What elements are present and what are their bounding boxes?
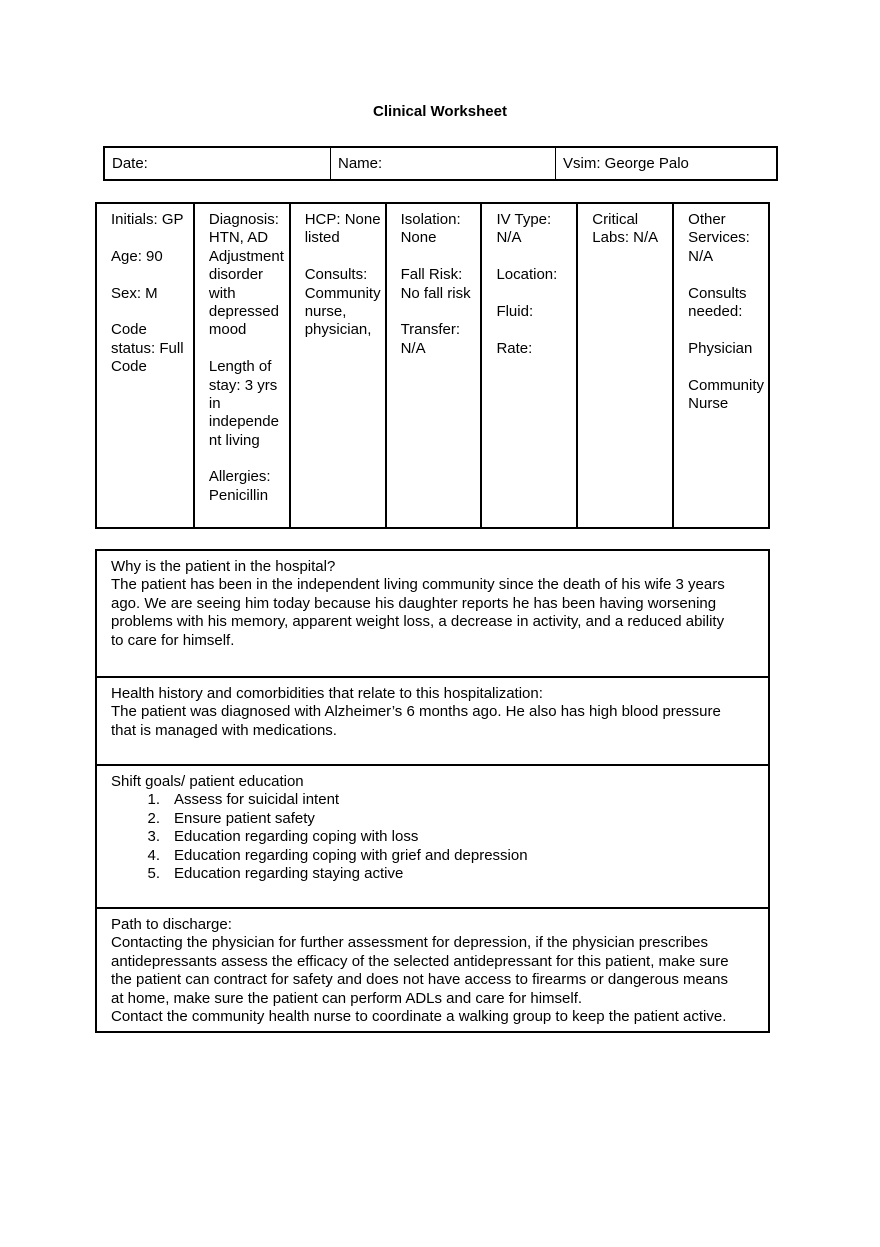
info-text-line: nurse, xyxy=(304,302,347,320)
goal-number: 3. xyxy=(147,828,160,846)
info-text-line: Consults: xyxy=(304,266,368,284)
patient-info-table xyxy=(95,202,770,529)
section-text-line: Contacting the physician for further assessment for depression, if the physician prescribes xyxy=(111,934,708,952)
info-text-line: Sex: M xyxy=(111,284,158,302)
spacer xyxy=(688,358,768,376)
info-text-line: Penicillin xyxy=(208,486,269,504)
section-text-line: to care for himself. xyxy=(111,631,235,649)
goal-item xyxy=(111,847,760,865)
info-text-line: HCP: None xyxy=(304,211,381,228)
info-text-line: N/A xyxy=(688,247,714,265)
info-text-line: nt living xyxy=(208,431,260,449)
spacer xyxy=(688,321,768,339)
info-text-line: Fall Risk: xyxy=(400,266,463,284)
goal-text: Assess for suicidal intent xyxy=(174,791,340,809)
page-title: Clinical Worksheet xyxy=(373,103,507,120)
section-text-line: The patient has been in the independent living community since the death of his wife 3 years xyxy=(111,576,725,594)
section-text-line: antidepressants assess the efficacy of the selected antidepressant for this patient, make sure xyxy=(111,952,729,970)
health-history-section xyxy=(97,676,768,766)
section-text-line: Contact the community health nurse to coordinate a walking group to keep the patient active. xyxy=(111,1008,727,1026)
info-text-line: Code xyxy=(111,321,147,339)
goal-text: Education regarding coping with loss xyxy=(174,828,419,846)
info-text-line: Isolation: xyxy=(400,211,461,228)
info-text-line: Adjustment xyxy=(208,247,284,265)
info-text-line: N/A xyxy=(496,229,522,247)
goal-number: 1. xyxy=(147,791,160,809)
section-text-line: problems with his memory, apparent weight loss, a decrease in activity, and a reduced ability xyxy=(111,613,725,631)
info-column-hcp xyxy=(289,204,385,527)
info-column-services xyxy=(672,204,768,527)
section-text-line: ago. We are seeing him today because his daughter reports he has been having worsening xyxy=(111,594,717,612)
goals-list xyxy=(111,791,760,883)
vsim-field: Vsim: George Palo xyxy=(555,148,776,179)
section-heading: Path to discharge: xyxy=(111,916,232,933)
info-text-line: Location: xyxy=(496,266,558,284)
goal-text: Education regarding coping with grief and depression xyxy=(174,846,528,864)
date-field: Date: xyxy=(112,155,148,172)
info-text-line: Age: 90 xyxy=(111,247,163,265)
goal-text: Education regarding staying active xyxy=(174,864,404,882)
section-text-line: The patient was diagnosed with Alzheimer’s 6 months ago. He also has high blood pressure xyxy=(111,703,721,721)
goal-item xyxy=(111,865,760,883)
header-table xyxy=(103,146,778,181)
info-text-line: needed: xyxy=(688,302,743,320)
info-column-iv xyxy=(480,204,576,527)
info-text-line: Fluid: xyxy=(496,302,534,320)
info-text-line: Consults xyxy=(688,284,747,302)
info-column-patient xyxy=(97,204,193,527)
goal-number: 4. xyxy=(147,846,160,864)
info-column-labs xyxy=(576,204,672,527)
section-heading: Why is the patient in the hospital? xyxy=(111,558,336,575)
goal-item xyxy=(111,828,760,846)
spacer xyxy=(305,248,385,266)
info-text-line: status: Full xyxy=(111,339,184,357)
spacer xyxy=(209,450,289,468)
info-text-line: Transfer: xyxy=(400,321,461,339)
info-column-isolation xyxy=(385,204,481,527)
info-text-line: physician, xyxy=(304,321,372,339)
spacer xyxy=(401,248,481,266)
spacer xyxy=(401,303,481,321)
section-text-line: that is managed with medications. xyxy=(111,721,337,739)
shift-goals-section xyxy=(97,764,768,909)
info-text-line: disorder xyxy=(208,266,264,284)
goal-text: Ensure patient safety xyxy=(174,809,315,827)
goal-item xyxy=(111,810,760,828)
info-text-line: depressed xyxy=(208,302,279,320)
info-text-line: None xyxy=(400,229,437,247)
goal-item xyxy=(111,791,760,809)
info-text-line: N/A xyxy=(400,339,426,357)
info-text-line: Initials: GP xyxy=(111,211,184,228)
info-text-line: in xyxy=(208,394,221,412)
info-text-line: Nurse xyxy=(688,394,729,412)
info-text-line: Critical xyxy=(592,211,639,228)
info-column-diagnosis xyxy=(193,204,289,527)
info-text-line: Community xyxy=(688,376,765,394)
info-text-line: Labs: N/A xyxy=(592,229,659,247)
info-text-line: HTN, AD xyxy=(208,229,269,247)
spacer xyxy=(111,266,193,284)
discharge-section xyxy=(97,907,768,1031)
section-heading: Health history and comorbidities that relate to this hospitalization: xyxy=(111,685,543,702)
info-text-line: mood xyxy=(208,321,247,339)
spacer xyxy=(496,248,576,266)
spacer xyxy=(496,321,576,339)
info-text-line: stay: 3 yrs xyxy=(208,376,278,394)
section-heading: Shift goals/ patient education xyxy=(111,773,304,790)
info-text-line: Services: xyxy=(688,229,750,247)
info-text-line: Diagnosis: xyxy=(208,211,279,228)
info-text-line: IV Type: xyxy=(496,211,552,228)
name-field: Name: xyxy=(330,148,555,179)
spacer xyxy=(688,266,768,284)
notes-table xyxy=(95,549,770,1033)
goal-number: 2. xyxy=(147,809,160,827)
info-text-line: Other xyxy=(688,211,726,228)
info-text-line: No fall risk xyxy=(400,284,471,302)
info-text-line: listed xyxy=(304,229,340,247)
info-text-line: with xyxy=(208,284,236,302)
info-text-line: Length of xyxy=(208,358,272,376)
info-text-line: Physician xyxy=(688,339,753,357)
spacer xyxy=(209,340,289,358)
goal-number: 5. xyxy=(147,864,160,882)
section-text-line: the patient can contract for safety and does not have access to firearms or dangerous means xyxy=(111,971,729,989)
section-text-line: at home, make sure the patient can perform ADLs and care for himself. xyxy=(111,989,583,1007)
spacer xyxy=(111,229,193,247)
spacer xyxy=(496,285,576,303)
info-text-line: Allergies: xyxy=(208,468,271,486)
info-text-line: independe xyxy=(208,413,279,431)
spacer xyxy=(111,303,193,321)
why-hospital-section xyxy=(97,551,768,677)
info-text-line: Code xyxy=(111,358,147,376)
info-text-line: Community xyxy=(304,284,381,302)
info-text-line: Rate: xyxy=(496,339,533,357)
